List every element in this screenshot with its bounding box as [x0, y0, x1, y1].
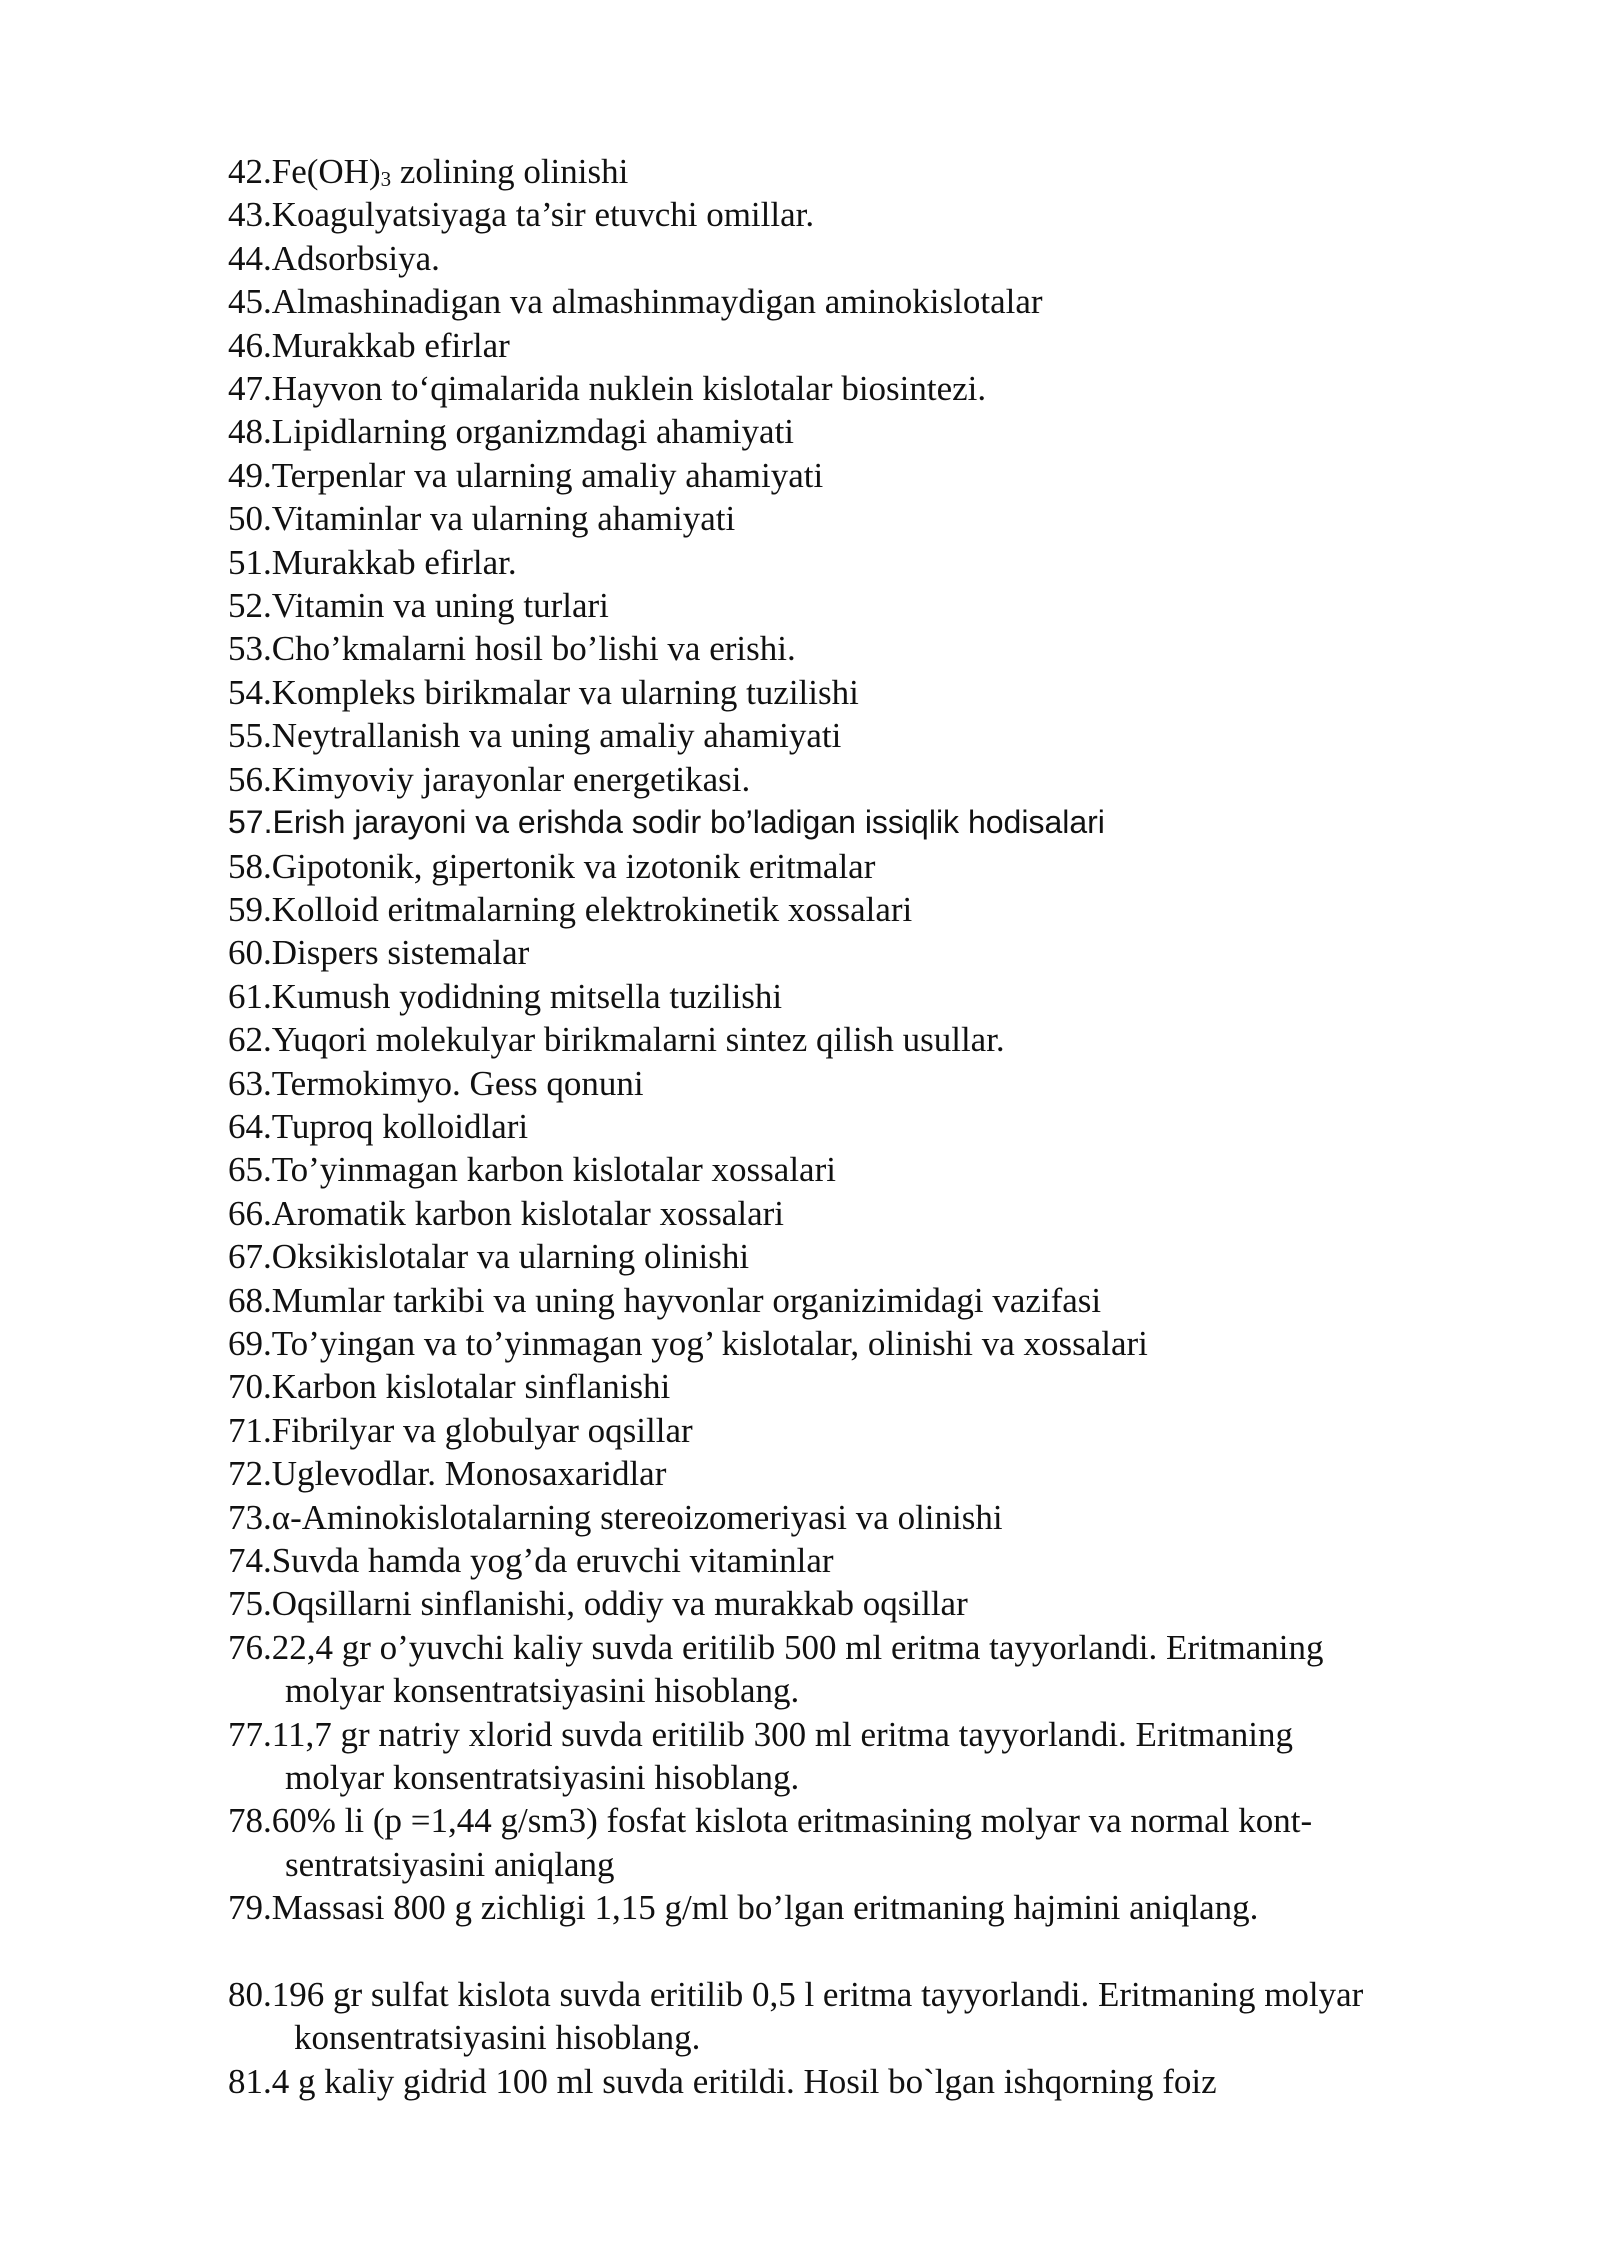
list-item: 48.Lipidlarning organizmdagi ahamiyati: [228, 412, 795, 452]
list-item: 66.Aromatik karbon kislotalar xossalari: [228, 1193, 784, 1233]
list-item: 49.Terpenlar va ularning amaliy ahamiyati: [228, 455, 824, 495]
list-item: 57.Erish jarayoni va erishda sodir bo’ladigan issiqlik hodisalari: [228, 804, 1105, 841]
list-item: 74.Suvda hamda yog’da eruvchi vitaminlar: [228, 1541, 834, 1580]
list-item: 76.22,4 gr o’yuvchi kaliy suvda eritilib 500 ml eritma tayyorlandi. Eritmaning molyar konsentratsiyasini hisoblang.: [228, 1626, 1528, 1713]
list-item: 45.Almashinadigan va almashinmaydigan aminokislotalar: [228, 282, 1043, 322]
list-item: 43.Koagulyatsiyaga ta’sir etuvchi omillar.: [228, 195, 815, 235]
list-item: 53.Cho’kmalarni hosil bo’lishi va erishi.: [228, 629, 796, 669]
list-item: 46.Murakkab efirlar: [228, 325, 510, 365]
list-item: 54.Kompleks birikmalar va ularning tuzilishi: [228, 672, 859, 712]
list-item: 65.To’yinmagan karbon kislotalar xossalari: [228, 1150, 836, 1190]
list-item: 55.Neytrallanish va uning amaliy ahamiyati: [228, 716, 842, 756]
list-item-continuation: sentratsiyasini aniqlang: [285, 1844, 615, 1884]
list-item: $42.Fe(OH)_3$ zolining olinishi: [228, 152, 629, 191]
list-item: 68.Mumlar tarkibi va uning hayvonlar organizimidagi vazifasi: [228, 1280, 1102, 1320]
list-item-continuation: molyar konsentratsiyasini hisoblang.: [285, 1671, 800, 1711]
list-item: 64.Tuproq kolloidlari: [228, 1106, 529, 1146]
list-item: 61.Kumush yodidning mitsella tuzilishi: [228, 976, 783, 1016]
list-item: 72.Uglevodlar. Monosaxaridlar: [228, 1454, 667, 1494]
list-item: 81.4 g kaliy gidrid 100 ml suvda eritildi. Hosil bo`lgan ishqorning foiz: [228, 2061, 1217, 2101]
list-item: 60.Dispers sistemalar: [228, 933, 530, 973]
list-item: 50.Vitaminlar va ularning ahamiyati: [228, 499, 736, 539]
list-item: 67.Oksikislotalar va ularning olinishi: [228, 1237, 750, 1277]
list-item: 47.Hayvon to‘qimalarida nuklein kislotalar biosintezi.: [228, 369, 987, 409]
list-item: 51.Murakkab efirlar.: [228, 542, 517, 582]
list-item: 73.α-Aminokislotalarning stereoizomeriyasi va olinishi: [228, 1497, 1003, 1537]
list-item: 80.196 gr sulfat kislota suvda eritilib 0,5 l eritma tayyorlandi. Eritmaning molyar konsentratsiyasini hisoblang.: [228, 1973, 1528, 2060]
list-item: 78.60% li (p =1,44 g/sm3) fosfat kislota eritmasining molyar va normal kont- sentratsiyasini aniqlang: [228, 1799, 1528, 1886]
list-item-continuation: molyar konsentratsiyasini hisoblang.: [285, 1758, 800, 1798]
list-item: 70.Karbon kislotalar sinflanishi: [228, 1367, 671, 1407]
list-item: 69.To’yingan va to’yinmagan yog’ kislotalar, olinishi va xossalari: [228, 1323, 1148, 1363]
list-item: 77.11,7 gr natriy xlorid suvda eritilib 300 ml eritma tayyorlandi. Eritmaning molyar konsentratsiyasini hisoblang.: [228, 1713, 1528, 1800]
list-item: 58.Gipotonik, gipertonik va izotonik eritmalar: [228, 846, 876, 886]
list-item: 52.Vitamin va uning turlari: [228, 586, 609, 626]
list-item: 75.Oqsillarni sinflanishi, oddiy va murakkab oqsillar: [228, 1584, 968, 1624]
list-item: 79.Massasi 800 g zichligi 1,15 g/ml bo’lgan eritmaning hajmini aniqlang.: [228, 1888, 1259, 1928]
list-item: 71.Fibrilyar va globulyar oqsillar: [228, 1410, 693, 1450]
question-list: [228, 150, 1528, 2103]
list-item: 63.Termokimyo. Gess qonuni: [228, 1063, 644, 1103]
list-item: 59.Kolloid eritmalarning elektrokinetik xossalari: [228, 889, 913, 929]
list-item: 56.Kimyoviy jarayonlar energetikasi.: [228, 759, 751, 799]
list-item: 62.Yuqori molekulyar birikmalarni sintez qilish usullar.: [228, 1020, 1005, 1060]
blank-line: [228, 1930, 1528, 1973]
list-item: 44.Adsorbsiya.: [228, 238, 440, 278]
list-item-continuation: konsentratsiyasini hisoblang.: [294, 2018, 701, 2058]
